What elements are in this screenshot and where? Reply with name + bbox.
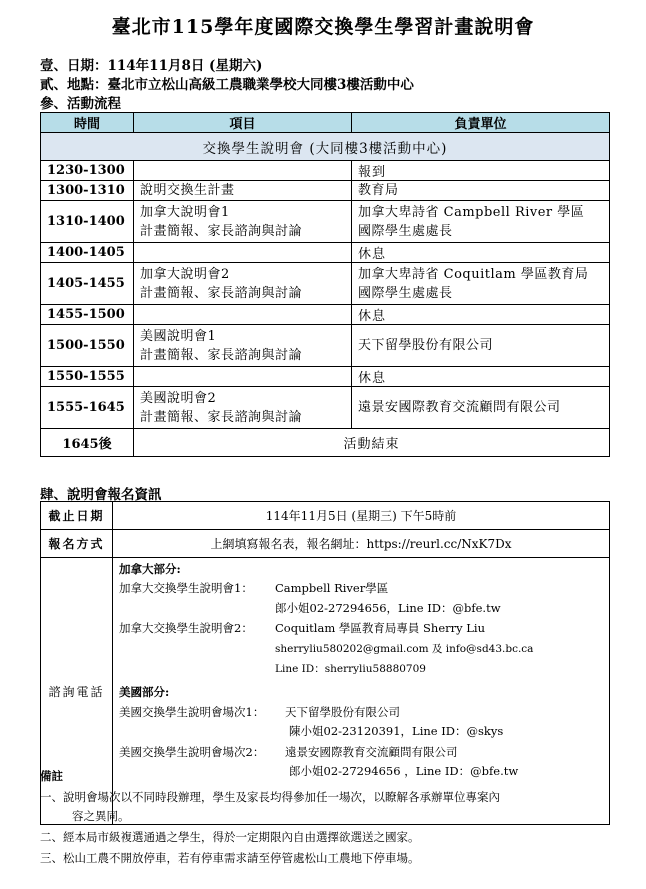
usa-s2-label: 美國交換學生說明會場次2： [119,745,265,759]
page-title: 臺北市115學年度國際交換學生學習計畫說明會 [111,16,535,38]
schedule-status: 休息 [352,305,610,325]
schedule-item [134,325,352,367]
schedule-empty-cell [134,305,352,325]
schedule-row [41,305,610,325]
schedule-unit [352,181,610,201]
schedule-time: 1230-1300 [41,161,134,181]
note-3: 三、松山工農不開放停車，若有停車需求請至停管處松山工農地下停車場。 [40,851,420,865]
schedule-time: 1405-1455 [41,263,134,305]
method-value[interactable]: 上網填寫報名表，報名網址：https://reurl.cc/NxK7Dx [113,530,610,558]
schedule-item-line: 美國說明會2 [140,390,217,406]
schedule-unit [352,387,610,429]
schedule-time: 1400-1405 [41,243,134,263]
schedule-unit-line: 遠景安國際教育交流顧問有限公司 [358,400,561,415]
canada-s2-line: Line ID：sherryliu58880709 [275,663,426,675]
phone-label: 諮詢電話 [41,558,113,825]
usa-s1-label: 美國交換學生說明會場次1： [119,705,265,719]
event-place: 貳、地點：臺北市立松山高級工農職業學校大同樓3樓活動中心 [40,77,414,93]
method-label: 報名方式 [41,530,113,558]
schedule-item-line: 計畫簡報、家長諮詢與討論 [140,223,303,239]
schedule-unit-line: 天下留學股份有限公司 [358,338,494,353]
schedule-unit [352,201,610,243]
registration-heading: 肆、說明會報名資訊 [40,487,162,503]
schedule-time: 1500-1550 [41,325,134,367]
schedule-unit-line: 國際學生處處長 [358,223,453,239]
schedule-status: 活動結束 [134,429,610,457]
schedule-row [41,263,610,305]
canada-s1-label: 加拿大交換學生說明會1： [119,581,253,595]
schedule-item-line: 計畫簡報、家長諮詢與討論 [140,285,303,301]
note-1: 一、說明會場次以不同時段辦理，學生及家長均得參加任一場次，以瞭解各承辦單位專案內 [40,790,500,804]
schedule-row [41,429,610,457]
schedule-status: 休息 [352,243,610,263]
contact-cell [113,558,610,825]
canada-heading: 加拿大部分: [119,562,181,576]
deadline-value: 114年11月5日 (星期三) 下午5時前 [113,502,610,530]
schedule-time: 1555-1645 [41,387,134,429]
event-date: 壹、日期：114年11月8日 (星期六) [40,58,263,74]
section-title: 交換學生說明會 (大同樓3樓活動中心) [41,133,610,161]
schedule-status: 報到 [352,161,610,181]
schedule-row [41,387,610,429]
schedule-item-line: 計畫簡報、家長諮詢與討論 [140,347,303,363]
notes-heading: 備註 [40,769,63,783]
schedule-item-line: 加拿大說明會1 [140,204,230,220]
schedule-row [41,325,610,367]
schedule-time: 1300-1310 [41,181,134,201]
schedule-empty-cell [134,367,352,387]
schedule-unit-line: 教育局 [358,183,399,198]
schedule-time: 1645後 [41,429,134,457]
event-flow-heading: 參、活動流程 [40,96,121,112]
header-unit: 負責單位 [352,113,610,133]
usa-s1-contact: 陳小姐02-23120391，Line ID：@skys [289,724,504,738]
schedule-row [41,161,610,181]
schedule-item [134,201,352,243]
deadline-label: 截止日期 [41,502,113,530]
header-time: 時間 [41,113,134,133]
schedule-unit-line: 加拿大卑詩省 Campbell River 學區 [358,204,585,220]
registration-table [40,501,610,825]
schedule-item [134,387,352,429]
schedule-item-line: 美國說明會1 [140,328,217,344]
schedule-empty-cell [134,243,352,263]
schedule-status: 休息 [352,367,610,387]
schedule-row [41,181,610,201]
usa-s2-contact: 郎小姐02-27294656 ，Line ID：@bfe.tw [289,764,519,778]
canada-s2-org: Coquitlam 學區教育局專員 Sherry Liu [275,621,485,635]
schedule-time: 1550-1555 [41,367,134,387]
schedule-row [41,367,610,387]
canada-s2-label: 加拿大交換學生說明會2： [119,621,253,635]
note-2: 二、經本局市級複選通過之學生，得於一定期限內自由選擇欲選送之國家。 [40,830,420,844]
note-1-cont: 容之異同。 [72,809,130,823]
usa-s1-org: 天下留學股份有限公司 [285,705,400,719]
schedule-row [41,201,610,243]
schedule-item-line: 加拿大說明會2 [140,266,230,282]
schedule-unit [352,325,610,367]
usa-heading: 美國部分: [119,685,170,699]
canada-s2-email[interactable]: sherryliu580202@gmail.com 及 info@sd43.bc.ca [275,643,534,655]
schedule-unit [352,263,610,305]
schedule-unit-line: 國際學生處處長 [358,285,453,301]
schedule-item-line: 說明交換生計畫 [140,183,235,198]
schedule-time: 1310-1400 [41,201,134,243]
header-item: 項目 [134,113,352,133]
canada-s1-org: Campbell River學區 [275,581,389,595]
canada-s1-contact: 郎小姐02-27294656，Line ID：@bfe.tw [275,601,501,615]
schedule-empty-cell [134,161,352,181]
schedule-item-line: 計畫簡報、家長諮詢與討論 [140,409,303,425]
schedule-table [40,112,610,457]
schedule-item [134,263,352,305]
schedule-time: 1455-1500 [41,305,134,325]
usa-s2-org: 遠景安國際教育交流顧問有限公司 [285,745,458,759]
schedule-unit-line: 加拿大卑詩省 Coquitlam 學區教育局 [358,266,589,282]
schedule-row [41,243,610,263]
schedule-item [134,181,352,201]
